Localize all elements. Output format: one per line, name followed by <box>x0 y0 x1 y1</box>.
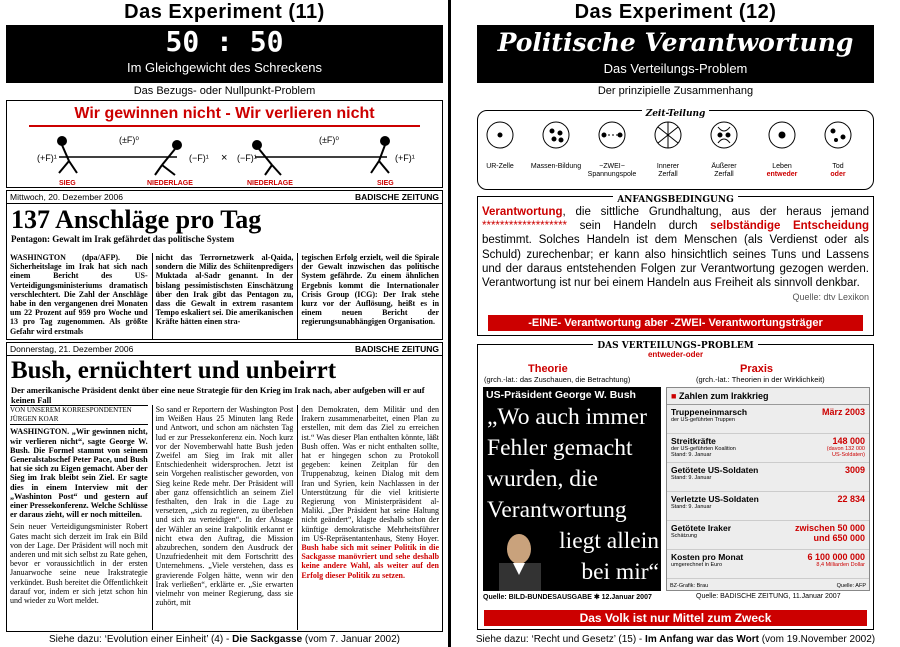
zahlen-value2: (davon 132 000 US-Soldaten) <box>826 446 865 458</box>
theorie-sub: (grch.-lat.: das Zuschauen, die Betrachtung) <box>484 375 631 384</box>
article-137-anschlaege <box>6 190 443 340</box>
article-column: tegischen Erfolg erzielt, weil die Spirale der Gewalt inzwischen das politische System gefährde. Zu einem ähnlichen Ergebnis kommt die Internationaler Crisis Group (ICG): Der Irak stehe kurz vor der Auflösung, heißt es in einem neuen Bericht der regierungsunabhängigen Organisation. <box>297 253 439 339</box>
spannungspole-icon <box>599 122 625 148</box>
ur-zelle-icon <box>487 122 513 148</box>
anf-source: Quelle: dtv Lexikon <box>792 292 869 303</box>
right-subtitle: Der prinzipielle Zusammenhang <box>597 85 754 97</box>
bottom-red-bar: Das Volk ist nur Mittel zum Zweck <box>484 610 867 626</box>
article-deck: Pentagon: Gewalt im Irak gefährdet das politische System <box>11 234 235 244</box>
zahlen-sublabel: Stand: 9. Januar <box>671 504 712 510</box>
left-page <box>0 0 449 647</box>
zeit-label: Innerer Zerfall <box>656 163 680 178</box>
anf-title: ANFANGSBEDINGUNG <box>613 195 738 205</box>
zahlen-sublabel: der US-geführten Truppen <box>671 417 735 423</box>
zeit-labels <box>478 163 873 191</box>
right-page <box>451 0 900 647</box>
article-paragraph: Sein neuer Verteidigungsminister Robert Gates macht sich derzeit im Irak ein Bild von der Lage. Der Präsident will noch mit anderen und mit sich selbst zu Rate gehen, bevor er voraussichtlich in der ersten Januarwoche seine neue Irakstrategie verkündet. Bush bereitet die Öffentlichkeit darauf vor, indem er sich jetzt schon hin und wieder zu Wort meldet. <box>10 522 148 606</box>
zahlen-row <box>667 434 869 463</box>
zahlen-value: zwischen 50 000 <box>794 523 865 533</box>
force-label: (+F)¹ <box>395 153 415 163</box>
zahlen-label: Kosten pro Monat <box>671 552 744 562</box>
vert-title: DAS VERTEILUNGS-PROBLEM <box>593 341 757 351</box>
bild-quote-panel <box>483 387 661 591</box>
newspaper-name: BADISCHE ZEITUNG <box>354 192 439 202</box>
zahlen-value: 148 000 <box>832 436 865 446</box>
left-title-banner <box>6 25 443 83</box>
tug-figures-svg <box>7 131 442 187</box>
times-sign: × <box>221 152 228 164</box>
zahlen-title: Zahlen zum Irakkrieg <box>678 391 769 401</box>
red-headline: Wir gewinnen nicht - Wir verlieren nicht <box>74 105 375 122</box>
zahlen-source: Quelle: BADISCHE ZEITUNG, 11.Januar 2007 <box>696 593 841 600</box>
tod-icon <box>825 122 851 148</box>
banner-title: 50 : 50 <box>165 25 284 58</box>
praxis-label: Praxis <box>740 363 774 375</box>
zeit-label: Tod oder <box>810 163 866 179</box>
left-footer: Siehe dazu: ‘Evolution einer Einheit’ (4) - Die Sackgasse (vom 7. Januar 2002) <box>49 634 400 645</box>
praxis-sub: (grch.-lat.: Theorien in der Wirklichkeit) <box>696 375 825 384</box>
zeit-title: Zeit-Teilung <box>642 109 710 119</box>
byline-author: JÜRGEN KOAR <box>10 415 148 425</box>
article-headline: Bush, ernüchtert und unbeirrt <box>11 357 337 384</box>
article-deck: Der amerikanische Präsident denkt über eine neue Strategie für den Krieg im Irak nach, aber aufgeben will er auf keinen Fall <box>11 385 425 405</box>
article-bush-ernuechtert <box>6 342 443 632</box>
leben-icon <box>769 122 795 148</box>
zeit-label: Massen-Bildung <box>530 163 582 170</box>
zahlen-value2: 8,4 Milliarden Dollar <box>816 562 865 568</box>
zahlen-value: März 2003 <box>821 407 865 417</box>
zeit-sublabel: oder <box>830 171 846 178</box>
right-page-header: Das Experiment (12) <box>574 1 777 23</box>
right-title-banner <box>477 25 874 83</box>
bild-quote-line: bei mir“ <box>581 559 659 585</box>
highlighted-quote: Bush habe sich mit seiner Politik in die Sackgasse manövriert und sehe deshalb keine andere Wahl, als weiter auf den Erfolg dieser Politik zu setzen. <box>301 543 440 580</box>
banner-title: Politische Verantwortung <box>497 28 854 57</box>
zahlen-sublabel: umgerechnet in Euro <box>671 562 723 568</box>
left-subtitle: Das Bezugs- oder Nullpunkt-Problem <box>133 85 316 97</box>
cell-division-svg <box>478 117 874 157</box>
zahlen-panel <box>666 387 870 591</box>
aeusserer-zerfall-icon <box>711 122 737 148</box>
banner-subtitle: Das Verteilungs-Problem <box>603 61 748 76</box>
anf-text: Verantwortung, die sittliche Grundhaltung, aus der heraus jemand ******************* sein Handeln durch selbständige Entscheidung bestimmt. Solches Handeln ist dem Menschen (als Verdienst oder als Schuld) zurechenbar; er kann also hinsichtlich seines Tuns und Lassens und der daraus entstehenden Folgen zur Verantwortung gezogen werden. Verantwortung ist nur bei einem Handeln aus Freiheit als sinnvoll denkbar. Quelle: dtv Lexikon <box>482 205 869 304</box>
bild-quote-line: Verantwortung <box>487 497 627 523</box>
bild-top: US-Präsident George W. Bush <box>486 389 636 401</box>
zeit-label: UR-Zelle <box>486 163 514 170</box>
bild-source: Quelle: BILD-BUNDESAUSGABE ✱ 12.Januar 2007 <box>483 594 652 601</box>
zahlen-row <box>667 521 869 550</box>
figure-icon <box>58 137 77 173</box>
force-label: (+F)¹ <box>37 153 57 163</box>
zeit-label: Leben entweder <box>754 163 810 179</box>
banner-subtitle: Im Gleichgewicht des Schreckens <box>126 60 323 75</box>
tug-of-war-diagram <box>6 100 443 188</box>
sieg-label: SIEG <box>59 180 76 187</box>
anfangsbedingung-box <box>477 196 874 336</box>
zahlen-label: Streitkräfte <box>671 436 716 446</box>
article-headline: 137 Anschläge pro Tag <box>11 205 262 234</box>
bild-quote-line: „Wo auch immer <box>487 404 647 430</box>
article-date: Mittwoch, 20. Dezember 2006 <box>10 192 123 202</box>
zahlen-table <box>667 405 869 579</box>
force-label: (±F)⁰ <box>319 135 340 145</box>
zahlen-row <box>667 405 869 434</box>
figure-icon <box>371 137 389 173</box>
zeit-sublabel: entweder <box>766 171 798 178</box>
zahlen-value2: und 650 000 <box>813 533 865 543</box>
newspaper-name: BADISCHE ZEITUNG <box>354 344 439 354</box>
zahlen-sublabel: Schätzung <box>671 533 697 539</box>
article-lead: WASHINGTON. „Wir gewinnen nicht, wir verlieren nicht“, sagte George W. Bush. Die Formel stammt von seinem Generalstabschef Peter Pace, und Bush hat sie sich zu Eigen gemacht. Aber der Sieg im Irak bleibt sein Ziel. Er sagte dies in einem Interview mit der „Washinton Post“ und gestern auf einer Pressekonferenz. Welche Schlüsse er daraus zieht, will er noch mitteilen. <box>10 427 148 520</box>
zahlen-value: 3009 <box>844 465 865 475</box>
zahlen-label: Truppeneinmarsch <box>671 407 748 417</box>
article-date: Donnerstag, 21. Dezember 2006 <box>10 344 134 354</box>
zahlen-value: 22 834 <box>837 494 865 504</box>
right-footer: Siehe dazu: ‘Recht und Gesetz’ (15) - Im Anfang war das Wort (vom 19.November 2002) <box>475 634 876 645</box>
sieg-label: SIEG <box>377 180 394 187</box>
left-page-header: Das Experiment (11) <box>124 1 325 23</box>
zahlen-sublabel: der US-geführten Koalition Stand: 9. Januar <box>671 446 736 458</box>
zeit-teilung-box <box>477 110 874 190</box>
verteilungs-problem-box <box>477 341 874 630</box>
zahlen-value: 6 100 000 000 <box>807 552 865 562</box>
niederlage-label: NIEDERLAGE <box>147 180 193 187</box>
zeit-label: Äußerer Zerfall <box>711 163 737 178</box>
zahlen-label: Verletzte US-Soldaten <box>671 494 759 504</box>
article-column: WASHINGTON (dpa/AFP). Die Sicherheitslage im Irak hat sich nach einem Bericht des US-Verteidigungsministeriums dramatisch verschlechtert. Die Zahl der Anschläge habe in den vergangenen drei Monaten um 22 Prozent auf 959 pro Woche und 13 pro Tag zugenommen. Als größte Gefahr wird erstmals <box>10 253 148 336</box>
theorie-label: Theorie <box>528 363 568 375</box>
force-label: (±F)⁰ <box>119 135 140 145</box>
bild-quote-line: liegt allein <box>559 528 659 554</box>
zahlen-row <box>667 463 869 492</box>
zahlen-label: Getötete Iraker <box>671 523 731 533</box>
zahlen-credit: Quelle: AFP <box>836 583 866 589</box>
zahlen-sublabel: Stand: 9. Januar <box>671 475 712 481</box>
zeit-label: −ZWEI− Spannungspole <box>587 163 637 178</box>
figure-icon <box>253 141 281 175</box>
zahlen-credit: BZ-Grafik: Brau <box>670 583 709 589</box>
article-column: So sand er Reportern der Washington Post im Weißen Haus 25 Minuten lang Rede und Antwort, und schon am nächsten Tag lud er zur Pressekonferenz ein. Noch kurz vor der Novemberwahl hatte Bush jeden Zweifel am Sieg im Irak mit aller Entschiedenheit widersprochen. Jetzt ist sein Vorgehen realistischer geworden, von Sieg keine Rede mehr. Der Präsident will aber ganz offensichtlich an seinem Ziel festhalten, den Irak in die Lage zu versetzen, „sich zu regieren, zu überleben und sich zu verteidigen“. In der Absage der Wähler an seine Irakpolitik erkannt er nicht etwa den Auftrag, die Mission abzubrechen, sondern den Ausdruck der Unzufriedenheit mit dem Fortschritt des Unternehmens. „Viele verstehen, dass es gravierende Folgen hätte, wenn wir den Irak verließen“, erklärte er. „Sie erwarten vielmehr von meiner Regierung, dass sie zuhört, mit <box>152 405 294 630</box>
byline: VON UNSEREM KORRESPONDENTEN <box>10 405 148 415</box>
article-column: den Demokraten, dem Militär und den Irakern zusammenarbeitet, einen Plan zu erstellen, mit dem das Ziel zu erreichen ist.“ Was dieser Plan enthalten könnte, läßt Bush offen. Was er nicht enthalten sollte, hat er hingegen schon zu Protokoll gegeben: keinen Zeitplan für den Truppenabzug, keinen Dialog mit dem Iran und Syrien, kein Nachlassen in der Unterstützung für die viel kritisierte Regierung von Ministerpräsident al-Maliki. „Der Präsident hat seine Haltung nicht geändert“, klagte deshalb schon der künftige demokratische Mehrheitsführer im US-Repräsentantenhaus, Steny Hoyer. <box>301 405 440 543</box>
massen-bildung-icon <box>543 122 569 148</box>
innerer-zerfall-icon <box>655 122 681 148</box>
force-label: (−F)¹ <box>237 153 257 163</box>
vert-sub: entweder-oder <box>647 350 704 359</box>
article-column: nicht das Terrornetzwerk al-Qaida, sondern die Miliz des Schiitenpredigers Muktada al-Sadr genannt. In der bislang pessimistischsten Einschätzung über den Irak gibt das Pentagon zu, dass die Gewalt in extrem rasantem Tempo eskaliert sei. Die amerikanischen Kräfte hätten einen stra- <box>152 253 294 339</box>
bush-photo <box>491 527 547 591</box>
niederlage-label: NIEDERLAGE <box>247 180 293 187</box>
bullet-icon: ■ <box>671 391 677 401</box>
figure-icon <box>155 141 181 175</box>
zahlen-label: Getötete US-Soldaten <box>671 465 759 475</box>
zahlen-row <box>667 550 869 579</box>
bild-quote-line: wurden, die <box>487 466 598 492</box>
bild-quote-line: Fehler gemacht <box>487 435 633 461</box>
zahlen-row <box>667 492 869 521</box>
force-label: (−F)¹ <box>189 153 209 163</box>
red-bar: -EINE- Verantwortung aber -ZWEI- Verantwortungsträger <box>488 315 863 331</box>
